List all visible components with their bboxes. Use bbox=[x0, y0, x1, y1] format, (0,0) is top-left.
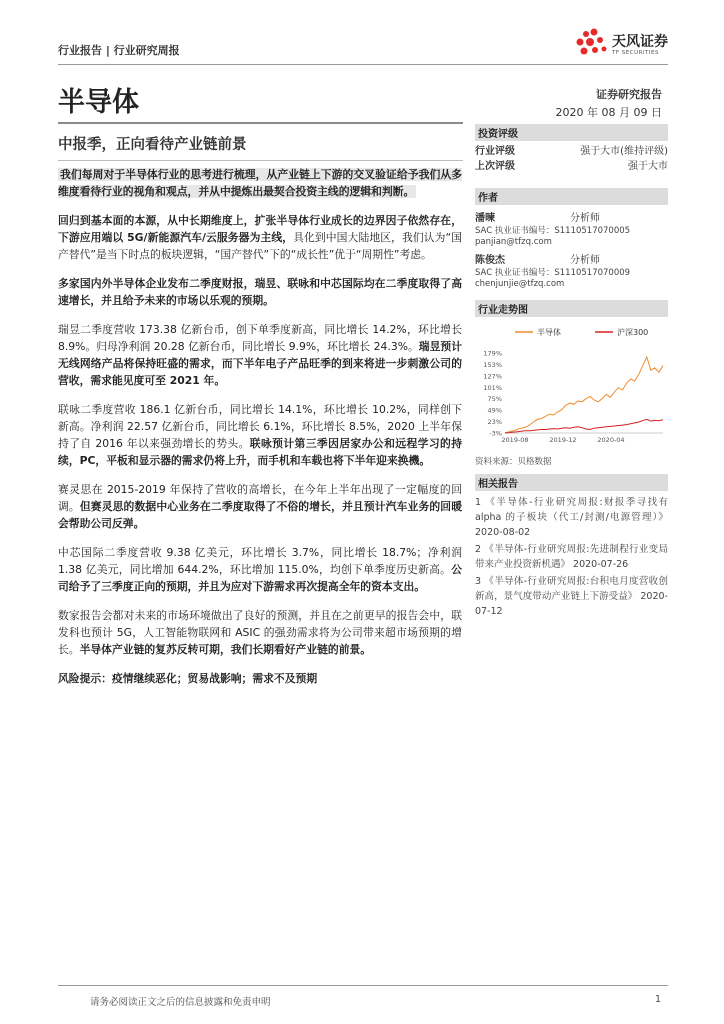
footer-disclaimer: 请务必阅读正文之后的信息披露和免责申明 bbox=[90, 997, 271, 1008]
brand-name-en: TF SECURITIES bbox=[612, 50, 659, 56]
author-cert: SAC 执业证书编号：S1110517070009 bbox=[475, 268, 631, 278]
author-cert: SAC 执业证书编号：S1110517070005 bbox=[475, 226, 631, 236]
normal-text: 赛灵思在 2015-2019 年保持了营收的高增长，在今年上半年出现了一定幅度的回调。 bbox=[58, 483, 462, 513]
body-paragraph bbox=[58, 607, 462, 658]
x-tick-label: 2019-08 bbox=[501, 436, 529, 444]
author-role: 分析师 bbox=[570, 213, 600, 224]
trend-chart bbox=[475, 323, 668, 448]
rating-section bbox=[475, 124, 668, 174]
header-divider bbox=[58, 64, 668, 65]
author-name: 陈俊杰 bbox=[475, 255, 505, 266]
author-name: 潘暕 bbox=[475, 213, 495, 224]
brand-name: 天风证券 bbox=[612, 34, 668, 50]
normal-text: 瑞昱二季度营收 173.38 亿新台币，创下单季度新高，同比增长 14.2%，环比增长 8.9%。归母净利润 20.28 亿新台币，同比增长 9.9%，环比增长 24.3%。 bbox=[58, 323, 462, 353]
authors-section bbox=[475, 188, 668, 290]
y-tick-label: 179% bbox=[483, 349, 502, 358]
body-paragraph bbox=[58, 212, 462, 263]
related-header: 相关报告 bbox=[475, 474, 668, 491]
related-report-link[interactable]: 3 《半导体-行业研究周报:台积电月度营收创新高，景气度带动产业链上下游受益》 2020-07-12 bbox=[475, 576, 668, 617]
title-divider bbox=[58, 122, 463, 124]
body-paragraph bbox=[58, 166, 462, 200]
body-paragraph bbox=[58, 481, 462, 532]
bold-text: 公司给予了三季度正向的预期，并且为应对下游需求再次提高全年的资本支出。 bbox=[58, 563, 462, 593]
y-tick-label: 49% bbox=[487, 406, 502, 415]
bold-text: 但赛灵思的数据中心业务在二季度取得了不俗的增长，并且预计汽车业务的回暖会帮助公司反弹。 bbox=[58, 500, 463, 530]
report-body bbox=[58, 166, 462, 699]
x-tick-label: 2019-12 bbox=[549, 436, 577, 444]
normal-text: 数家报告会都对未来的市场环境做出了良好的预测，并且在之前更早的报告会中，联发科也预计 5G，人工智能物联网和 ASIC 的强劲需求将为公司带来超市场预期的增长。 bbox=[58, 609, 462, 656]
y-tick-label: -3% bbox=[489, 429, 502, 438]
rating-value: 强于大市(维持评级) bbox=[580, 146, 668, 157]
trend-section bbox=[475, 300, 668, 468]
body-paragraph: 多家国内外半导体企业发布二季度财报，瑞昱、联咏和中芯国际均在二季度取得了高速增长，并且给予未来的市场以乐观的预期。 bbox=[58, 277, 462, 307]
y-tick-label: 23% bbox=[487, 418, 502, 427]
summary-text: 我们每周对于半导体行业的思考进行梳理，从产业链上下游的交叉验证给予我们从多维度看待行业的视角和观点，并从中提炼出最契合投资主线的逻辑和判断。 bbox=[58, 168, 462, 198]
body-paragraph bbox=[58, 401, 462, 469]
report-date: 2020 年 08 月 09 日 bbox=[555, 106, 662, 119]
prev-rating-label: 上次评级 bbox=[475, 161, 515, 172]
y-tick-label: 153% bbox=[483, 360, 502, 369]
related-report-link[interactable]: 1 《半导体-行业研究周报:财报季寻找有 alpha 的子板块（代工/封测/电源管理）》 2020-08-02 bbox=[475, 497, 668, 538]
header-category: 行业报告 | 行业研究周报 bbox=[58, 44, 180, 57]
legend-label: 沪深300 bbox=[617, 328, 649, 337]
author-role: 分析师 bbox=[570, 255, 600, 266]
page-number: 1 bbox=[655, 994, 662, 1005]
author-email[interactable]: chenjunjie@tfzq.com bbox=[475, 279, 565, 289]
y-tick-label: 75% bbox=[487, 395, 502, 404]
page-title: 半导体 bbox=[58, 87, 139, 118]
body-paragraph bbox=[58, 321, 462, 389]
related-report-link[interactable]: 2 《半导体-行业研究周报:先进制程行业变局带来产业投资新机遇》 2020-07-26 bbox=[475, 544, 668, 570]
bold-text: 联咏预计第三季因居家办公和远程学习的持续，PC，平板和显示器的需求仍将上升，而手机和车载也将下半年迎来换機。 bbox=[58, 437, 463, 467]
bold-text: 回归到基本面的本源，从中长期维度上，扩张半导体行业成长的边界因子依然存在，下游应用端以 5G/新能源汽车/云服务器为主线， bbox=[58, 214, 462, 244]
author-email[interactable]: panjian@tfzq.com bbox=[475, 237, 552, 247]
x-tick-label: 2020-04 bbox=[597, 436, 625, 444]
subtitle-divider bbox=[58, 160, 463, 161]
normal-text: 中芯国际二季度营收 9.38 亿美元，环比增长 3.7%，同比增长 18.7%；净利润 1.38 亿美元，同比增加 644.2%，环比增加 115.0%，均创下单季度历史新高。 bbox=[58, 546, 462, 576]
normal-text: 具化到中国大陆地区，我们认为“国产替代”是当下时点的板块逻辑，“国产替代”下的“成长性”优于“周期性”考虑。 bbox=[58, 231, 463, 261]
normal-text: 联咏二季度营收 186.1 亿新台币，同比增长 14.1%，环比增长 10.2%，同样创下新高。净利润 22.57 亿新台币，同比增长 6.1%，环比增长 8.5%，2020 上半年保持了自 2016 年以来强劲增长的势头。 bbox=[58, 403, 462, 450]
bold-text: 半导体产业链的复苏反转可期，我们长期看好产业链的前景。 bbox=[79, 643, 372, 656]
report-type: 证券研究报告 bbox=[596, 88, 662, 101]
legend-label: 半导体 bbox=[537, 328, 561, 337]
rating-header: 投资评级 bbox=[475, 124, 668, 141]
rating-label: 行业评级 bbox=[475, 146, 515, 157]
prev-rating-value: 强于大市 bbox=[628, 161, 668, 172]
trend-header: 行业走势图 bbox=[475, 300, 668, 317]
body-paragraph bbox=[58, 544, 462, 595]
authors-header: 作者 bbox=[475, 188, 668, 205]
y-tick-label: 101% bbox=[483, 383, 502, 392]
y-tick-label: 127% bbox=[483, 372, 502, 381]
bold-text: 瑞昱预计无线网络产品将保持旺盛的需求，而下半年电子产品旺季的到来将进一步刺激公司的营收，需求能见度可至 2021 年。 bbox=[58, 340, 463, 387]
related-section bbox=[475, 474, 668, 619]
footer-divider bbox=[58, 985, 668, 986]
series-line bbox=[505, 419, 663, 433]
report-subtitle: 中报季，正向看待产业链前景 bbox=[58, 137, 247, 153]
chart-source: 资料来源：贝格数据 bbox=[475, 457, 552, 467]
body-paragraph: 风险提示：疫情继续恶化；贸易战影响；需求不及预期 bbox=[58, 672, 318, 685]
